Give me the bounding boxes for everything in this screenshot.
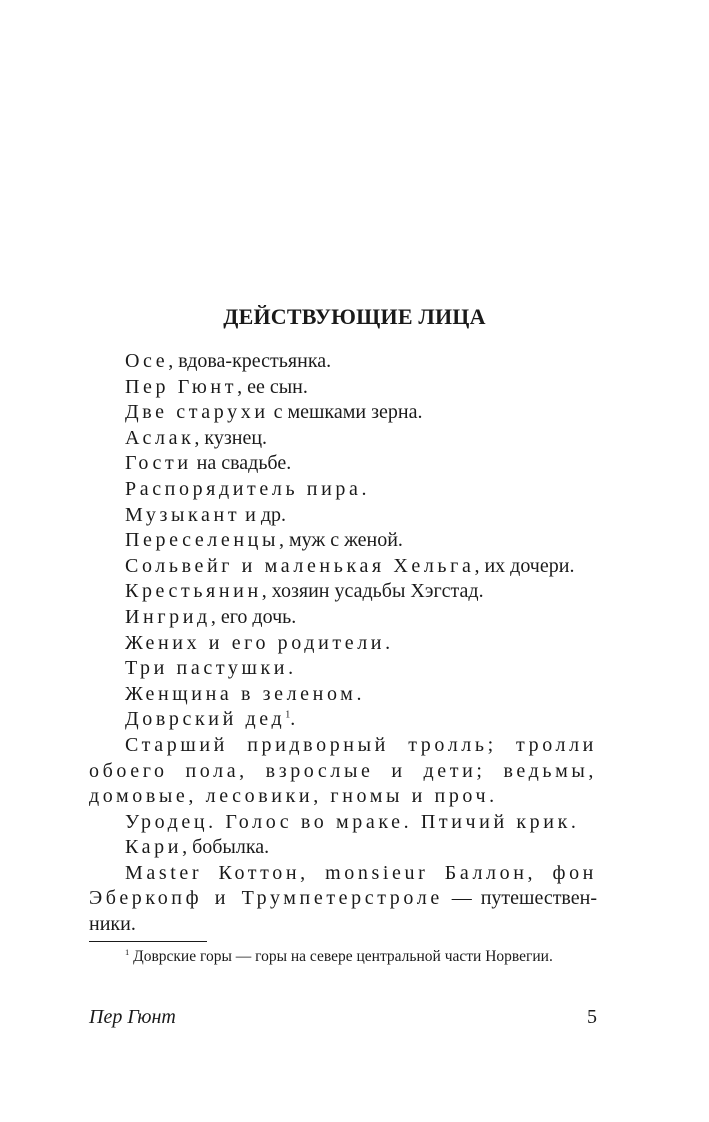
- character-description: с мешками зерна.: [268, 401, 423, 424]
- cast-entry: [89, 554, 597, 580]
- cast-entry: [89, 375, 597, 401]
- character-name: Ингрид: [125, 605, 211, 628]
- character-description: .: [288, 657, 294, 680]
- character-name: Гости: [125, 452, 192, 475]
- character-name: Две старухи: [125, 401, 269, 424]
- cast-entry: [89, 477, 597, 503]
- character-name: Аслак: [125, 426, 195, 449]
- character-description: , его дочь.: [210, 605, 297, 628]
- character-description: — путешествен-: [442, 887, 597, 910]
- character-name: Три пастушки: [125, 657, 289, 680]
- cast-list: [89, 349, 597, 938]
- page-heading: ДЕЙСТВУЮЩИЕ ЛИЦА: [223, 304, 486, 329]
- footnote-text: Доврские горы — горы на севере центральной части Норвегии.: [129, 948, 553, 965]
- character-name: Сольвейг и маленькая Хельга: [125, 554, 475, 577]
- character-name: Осе: [125, 350, 169, 372]
- cast-entry-line: Старший придворный тролль; тролли: [125, 733, 597, 756]
- cast-entry-line: обоего пола, взрослые и дети; ведьмы,: [89, 759, 597, 782]
- character-description: .: [290, 708, 296, 731]
- character-description: , ее сын.: [237, 375, 308, 398]
- cast-entry: [89, 451, 597, 477]
- cast-entry: [89, 426, 597, 452]
- footnote-mark: 1: [125, 946, 130, 957]
- character-name: Уродец. Голос во мраке. Птичий крик: [125, 810, 571, 833]
- character-name: Доврский дед: [125, 708, 286, 731]
- character-description: , муж с женой.: [279, 529, 403, 552]
- character-description: на свадьбе.: [191, 452, 292, 475]
- cast-entry: [89, 605, 597, 631]
- character-name: Женщина в зеленом: [125, 682, 357, 705]
- cast-entry: [89, 835, 597, 861]
- character-name: Крестьянин: [125, 580, 262, 603]
- cast-entry: [89, 528, 597, 554]
- cast-entry: [89, 656, 597, 682]
- character-description: .: [570, 810, 576, 833]
- page-number: 5: [587, 1006, 597, 1028]
- cast-entry: [89, 503, 597, 529]
- character-description: и др.: [240, 503, 287, 526]
- cast-entry-line: домовые, лесовики, гномы и проч.: [89, 785, 498, 808]
- character-description: , бобылка.: [182, 836, 270, 859]
- footnote-rule: [89, 941, 207, 942]
- character-name: Эберкопф и Трумпетерстроле: [89, 887, 443, 910]
- cast-entry: [89, 349, 597, 375]
- cast-entry-line: Master Коттон, monsieur Баллон, фон: [125, 861, 597, 884]
- cast-entry: [89, 810, 597, 836]
- character-name: Переселенцы: [125, 529, 279, 552]
- character-description: , вдова-крестьянка.: [168, 350, 332, 372]
- character-description: .: [385, 631, 391, 654]
- cast-entry-line: ники.: [89, 913, 136, 936]
- character-description: .: [356, 682, 362, 705]
- footnote-reference: 1: [285, 709, 291, 721]
- cast-entry: [89, 400, 597, 426]
- running-title: Пер Гюнт: [89, 1006, 176, 1028]
- character-name: Распорядитель пира: [125, 477, 362, 500]
- cast-entry: [89, 631, 597, 657]
- character-name: Музыкант: [125, 503, 241, 526]
- cast-entry-line: [89, 886, 597, 912]
- cast-entry: [89, 707, 597, 733]
- character-description: .: [361, 477, 367, 500]
- footnote: [125, 948, 553, 966]
- character-description: , их дочери.: [474, 554, 575, 577]
- character-description: , кузнец.: [194, 426, 268, 449]
- character-name: Жених и его родители: [125, 631, 386, 654]
- character-name: Кари: [125, 836, 183, 859]
- character-description: , хозяин усадьбы Хэгстад.: [261, 580, 484, 603]
- character-name: Пер Гюнт: [125, 375, 238, 398]
- cast-entry: [89, 579, 597, 605]
- cast-entry: [89, 682, 597, 708]
